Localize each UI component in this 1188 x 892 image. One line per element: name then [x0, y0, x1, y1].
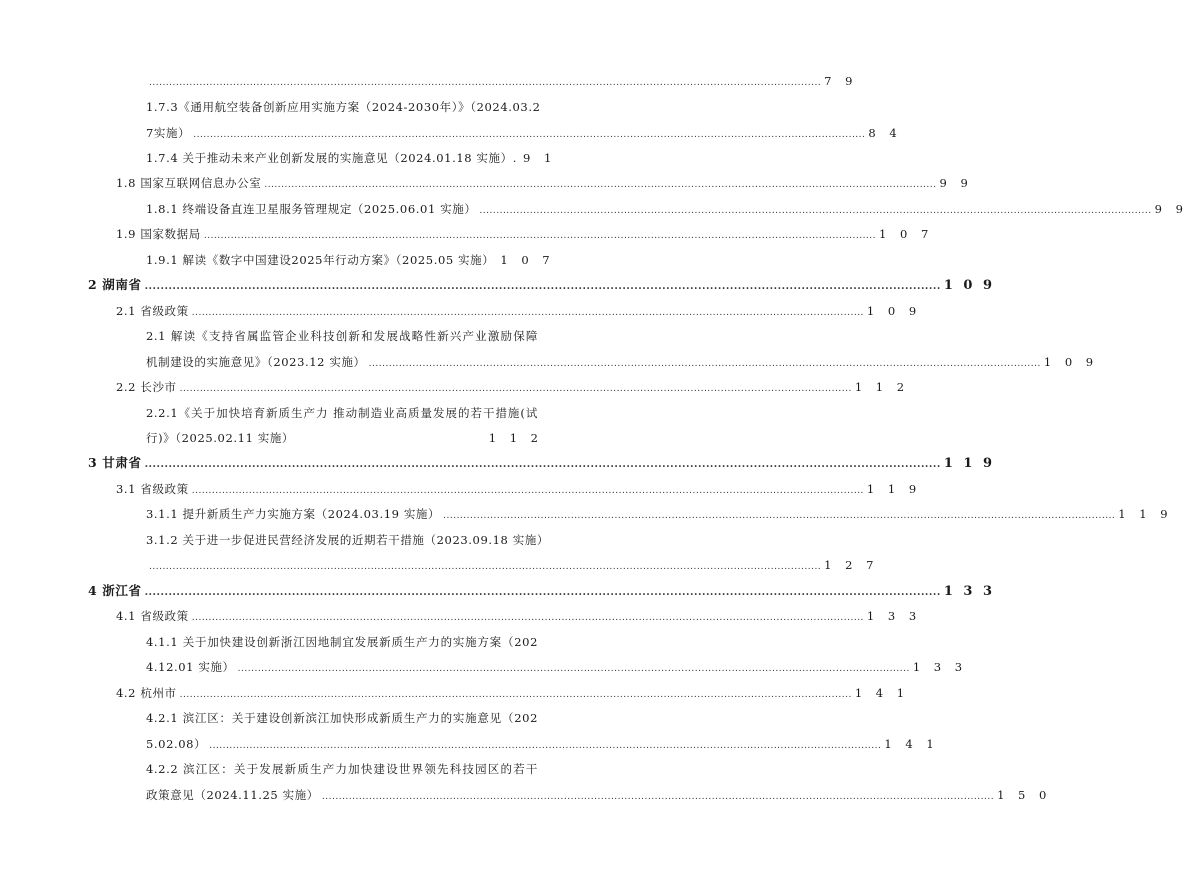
toc-entry-2-2[interactable] [116, 380, 910, 396]
leader-dots: ........................................................................................................................................................................................................ [443, 511, 1116, 521]
leader-dots: ........................................................................................................................................................................................................ [191, 308, 864, 318]
entry-title: 3.1 省级政策 [116, 482, 189, 496]
toc-entry-4-1-1[interactable] [146, 635, 538, 649]
toc-continuation-line[interactable] [146, 74, 858, 90]
entry-title: 1.9 国家数据局 [116, 227, 201, 241]
entry-title: 3.1.1 提升新质生产力实施方案（2024.03.19 实施） [146, 507, 441, 521]
page-number: 9 1 [522, 151, 557, 165]
entry-title: 3.1.2 关于进一步促进民营经济发展的近期若干措施（2023.09.18 实施） [146, 533, 550, 547]
toc-entry-1-9[interactable] [116, 227, 934, 243]
leader-dots: ........................................................................................................................................................................................................ [479, 206, 1152, 216]
toc-entry-2-2-1-cont[interactable] [146, 431, 543, 445]
leader-dots: ........................................................................................................................................................................................................ [179, 690, 852, 700]
entry-title: 1.8.1 终端设备直连卫星服务管理规定（2025.06.01 实施） [146, 202, 477, 216]
entry-title: 4.2 杭州市 [116, 686, 177, 700]
entry-title: 5.02.08） [146, 737, 207, 751]
toc-entry-3-1-2-cont[interactable] [146, 558, 879, 574]
entry-title: 1.9.1 解读《数字中国建设2025年行动方案》（2025.05 实施） [146, 253, 495, 267]
entry-title: 1.8 国家互联网信息办公室 [116, 176, 262, 190]
leader-dots: ........................................................................................................................................................................................................ [149, 78, 822, 88]
entry-title: 4.12.01 实施） [146, 660, 235, 674]
entry-title: 2.2 长沙市 [116, 380, 177, 394]
page-number: 1 0 7 [500, 253, 555, 267]
leader-dots: ........................................................................................................................................................................................................ [368, 359, 1041, 369]
toc-chapter-4-zhejiang[interactable] [88, 583, 996, 600]
toc-chapter-3-gansu[interactable] [88, 455, 996, 472]
toc-entry-2-2-1[interactable] [146, 406, 538, 420]
leader-dots: ........................................................................................................................................................................................................ [149, 562, 822, 572]
page-number: 1 0 9 [866, 304, 922, 318]
toc-entry-4-2[interactable] [116, 686, 910, 702]
entry-title: 4.2.1 滨江区：关于建设创新滨江加快形成新质生产力的实施意见（202 [146, 711, 538, 725]
page-number: 1 1 9 [943, 456, 996, 471]
leader-dots: ........................................................................................................................................................................................................ [191, 486, 864, 496]
page-number: 7 9 [824, 74, 858, 88]
leader-dots: ........................................................................................................................................................................................................ [144, 587, 941, 598]
entry-title: 4.1 省级政策 [116, 609, 189, 623]
entry-title: 1.7.4 关于推动未来产业创新发展的实施意见（2024.01.18 实施）. [146, 151, 517, 165]
entry-title: 2.1 省级政策 [116, 304, 189, 318]
leader-dots: ........................................................................................................................................................................................................ [264, 180, 937, 190]
page-number: 1 0 9 [943, 278, 996, 293]
toc-entry-2-1[interactable] [116, 304, 922, 320]
page-number: 1 4 1 [884, 737, 939, 751]
page-number: 1 2 7 [824, 558, 879, 572]
leader-dots: ........................................................................................................................................................................................................ [144, 459, 941, 470]
leader-dots: ........................................................................................................................................................................................................ [237, 664, 910, 674]
entry-title: 7实施） [146, 126, 191, 140]
chapter-title: 2 湖南省 [88, 277, 142, 292]
page-number: 1 1 2 [854, 380, 910, 394]
page-number: 1 5 0 [997, 788, 1052, 802]
toc-entry-4-2-1[interactable] [146, 711, 538, 725]
page-number: 1 3 3 [943, 584, 996, 599]
toc-entry-2-1-jiedu-cont[interactable] [146, 355, 1099, 371]
page-number: 1 4 1 [854, 686, 910, 700]
page-number: 1 1 9 [866, 482, 922, 496]
toc-entry-4-2-1-cont[interactable] [146, 737, 939, 753]
entry-title: 2.1 解读《支持省属监管企业科技创新和发展战略性新兴产业激励保障 [146, 329, 538, 343]
chapter-title: 4 浙江省 [88, 583, 142, 598]
page-number: 9 9 [939, 176, 973, 190]
chapter-title: 3 甘肃省 [88, 455, 142, 470]
toc-entry-1-8[interactable] [116, 176, 973, 192]
leader-dots: ........................................................................................................................................................................................................ [144, 281, 941, 292]
toc-entry-1-7-3[interactable] [146, 100, 541, 114]
entry-title: 行)》（2025.02.11 实施） [146, 431, 295, 445]
entry-title: 机制建设的实施意见》（2023.12 实施） [146, 355, 366, 369]
leader-dots: ........................................................................................................................................................................................................ [321, 792, 995, 802]
toc-entry-3-1-1[interactable] [146, 507, 1173, 523]
leader-dots: ........................................................................................................................................................................................................ [191, 613, 864, 623]
page-number: 1 0 7 [879, 227, 934, 241]
toc-chapter-2-hunan[interactable] [88, 277, 996, 294]
page-number: 1 0 9 [1043, 355, 1099, 369]
entry-title: 4.2.2 滨江区：关于发展新质生产力加快建设世界领先科技园区的若干 [146, 762, 538, 776]
leader-dots: ........................................................................................................................................................................................................ [193, 130, 866, 140]
toc-entry-1-8-1[interactable] [146, 202, 1188, 218]
leader-dots: ........................................................................................................................................................................................................ [179, 384, 852, 394]
page-number: 1 1 9 [1118, 507, 1173, 521]
toc-entry-1-7-4[interactable] [146, 151, 557, 165]
toc-entry-4-2-2-cont[interactable] [146, 788, 1052, 804]
page-number: 1 1 2 [488, 431, 543, 445]
leader-dots: ........................................................................................................................................................................................................ [203, 231, 877, 241]
entry-title: 1.7.3《通用航空装备创新应用实施方案（2024-2030年）》（2024.03.2 [146, 100, 541, 114]
page-number: 1 3 3 [866, 609, 922, 623]
toc-entry-3-1[interactable] [116, 482, 922, 498]
toc-entry-4-1-1-cont[interactable] [146, 660, 968, 676]
toc-entry-1-7-3-cont[interactable] [146, 126, 902, 142]
entry-title: 4.1.1 关于加快建设创新浙江因地制宜发展新质生产力的实施方案（202 [146, 635, 538, 649]
entry-title: 2.2.1《关于加快培育新质生产力 推动制造业高质量发展的若干措施(试 [146, 406, 538, 420]
page-number: 9 9 [1154, 202, 1188, 216]
page-number: 8 4 [868, 126, 902, 140]
toc-entry-4-2-2[interactable] [146, 762, 538, 776]
toc-entry-1-9-1[interactable] [146, 253, 555, 269]
leader-dots: ........................................................................................................................................................................................................ [209, 741, 882, 751]
entry-title: 政策意见（2024.11.25 实施） [146, 788, 319, 802]
toc-entry-3-1-2[interactable] [146, 533, 550, 547]
toc-entry-2-1-jiedu[interactable] [146, 329, 538, 343]
toc-entry-4-1[interactable] [116, 609, 922, 625]
page-number: 1 3 3 [912, 660, 968, 674]
